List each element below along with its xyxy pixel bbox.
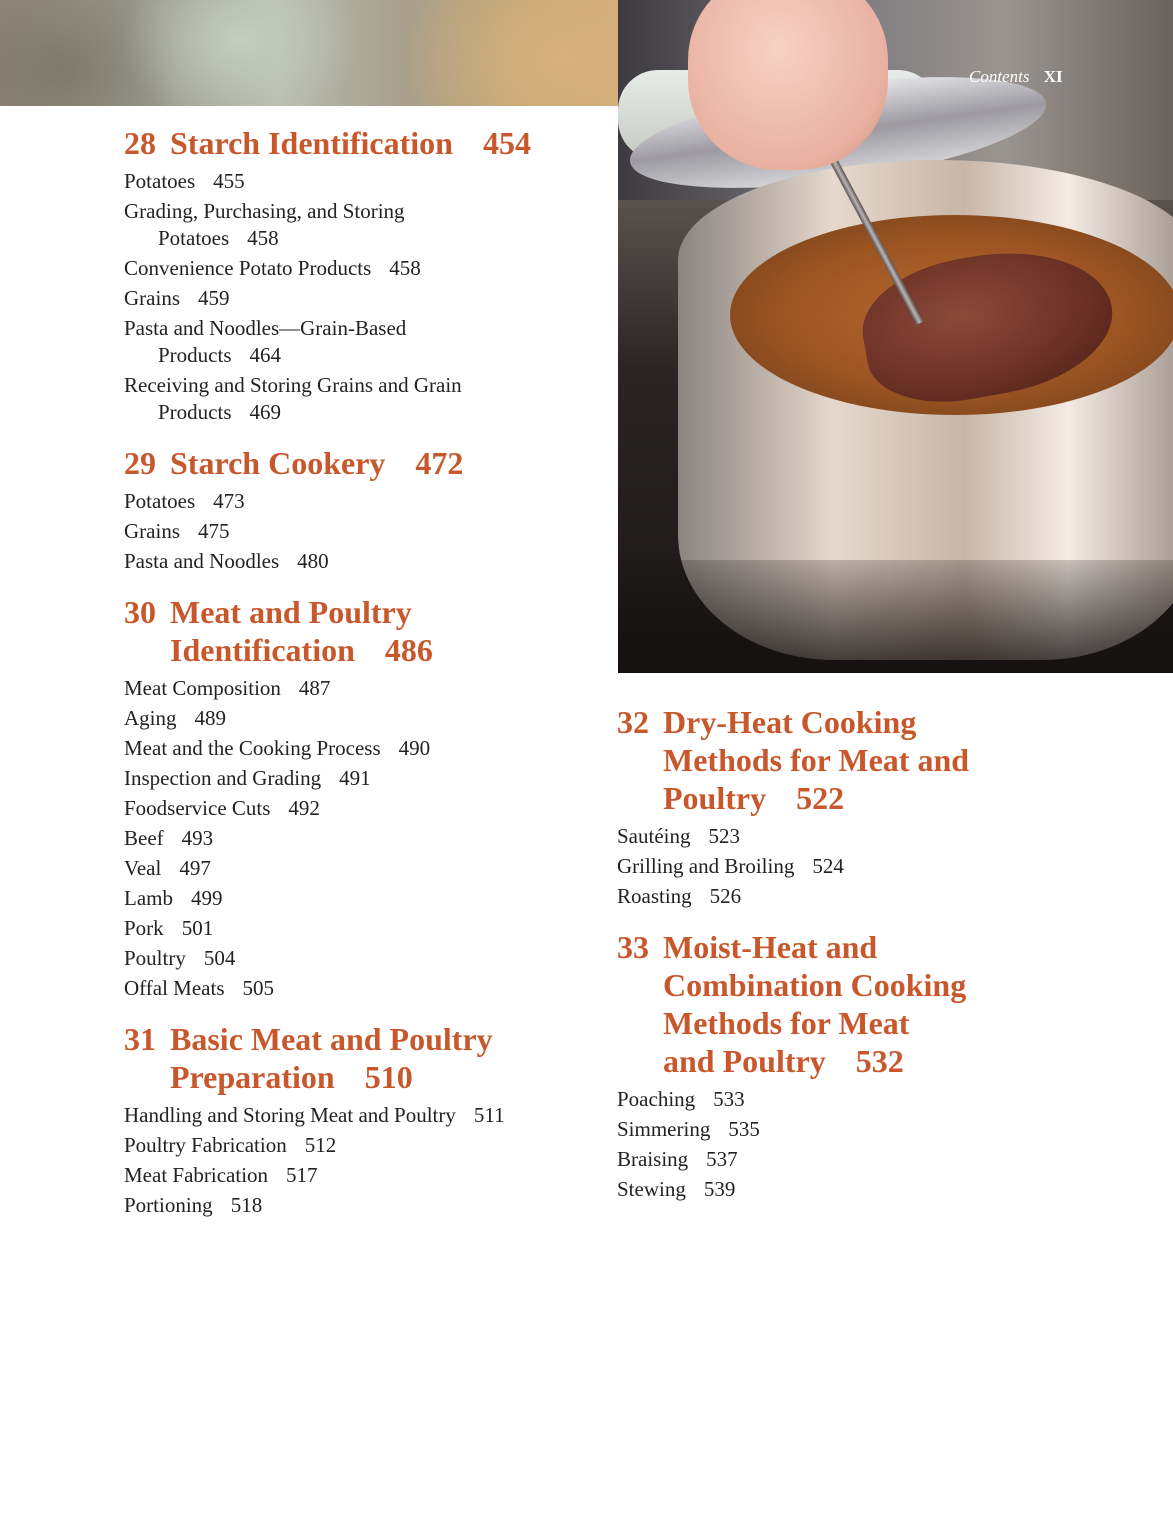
- chapter-heading[interactable]: [124, 124, 604, 162]
- toc-entry-page: 539: [703, 1177, 736, 1201]
- chapter-heading[interactable]: [124, 1020, 604, 1096]
- chapter-heading[interactable]: [124, 444, 604, 482]
- toc-entry-page: 497: [179, 856, 211, 880]
- running-head: [969, 67, 1063, 87]
- toc-entry-page: 459: [198, 286, 230, 310]
- toc-entry-page: 505: [242, 976, 274, 1000]
- toc-chapter-28: [124, 124, 604, 426]
- toc-entry-page: 517: [286, 1163, 318, 1187]
- chapter-page-number: 510: [364, 1059, 413, 1095]
- toc-entry-page: 523: [708, 824, 740, 848]
- toc-entry-title: Foodservice Cuts: [124, 796, 271, 820]
- toc-entry-title: Braising: [617, 1147, 689, 1171]
- toc-entry[interactable]: [617, 883, 1097, 910]
- chapter-page-number: 454: [482, 125, 531, 161]
- toc-entry[interactable]: [124, 372, 604, 426]
- running-head-label: Contents: [969, 67, 1030, 86]
- chapter-title-line: Starch Cookery: [170, 445, 386, 481]
- toc-entry[interactable]: [124, 675, 604, 702]
- chapter-heading[interactable]: [617, 703, 1097, 817]
- toc-entry[interactable]: [124, 1102, 604, 1129]
- toc-entry-title: Inspection and Grading: [124, 766, 322, 790]
- toc-entry[interactable]: [124, 548, 604, 575]
- chapter-title-line: Starch Identification: [170, 125, 453, 161]
- toc-entry-title: Grains: [124, 519, 180, 543]
- toc-entry-title: Beef: [124, 826, 164, 850]
- toc-entry[interactable]: [124, 885, 604, 912]
- toc-entry[interactable]: [617, 853, 1097, 880]
- toc-entry-title: Grading, Purchasing, and Storing: [124, 199, 405, 223]
- toc-entry[interactable]: [124, 315, 604, 369]
- chapter-title-line: Preparation: [170, 1059, 335, 1095]
- toc-entry-page: 512: [304, 1133, 337, 1157]
- toc-entry-page: 499: [190, 886, 223, 910]
- toc-entry-page: 490: [398, 736, 431, 760]
- chapter-title-text: [170, 593, 604, 669]
- chapter-title-text: [663, 928, 1097, 1080]
- toc-entry-title: Grilling and Broiling: [617, 854, 795, 878]
- toc-entry-title: Meat Fabrication: [124, 1163, 269, 1187]
- chapter-title-line: and Poultry: [663, 1043, 826, 1079]
- chapter-title-text: [170, 124, 604, 162]
- toc-column-right: [617, 703, 1097, 1206]
- toc-entry-title: Veal: [124, 856, 162, 880]
- toc-entry-title: Potatoes: [158, 226, 230, 250]
- toc-entry[interactable]: [124, 168, 604, 195]
- toc-entry[interactable]: [617, 823, 1097, 850]
- toc-entry-page: 511: [473, 1103, 505, 1127]
- toc-entry-page: 473: [213, 489, 245, 513]
- toc-entry-page: 504: [203, 946, 236, 970]
- toc-entry-page: 493: [181, 826, 214, 850]
- toc-entry[interactable]: [124, 915, 604, 942]
- toc-entry-title: Products: [158, 400, 232, 424]
- toc-entry[interactable]: [617, 1146, 1097, 1173]
- chapter-number: 33: [617, 929, 649, 965]
- toc-entry-title: Receiving and Storing Grains and Grain: [124, 373, 462, 397]
- toc-entry-page: 491: [339, 766, 371, 790]
- toc-entry[interactable]: [124, 795, 604, 822]
- toc-entry[interactable]: [124, 518, 604, 545]
- toc-entry-title: Potatoes: [124, 489, 196, 513]
- toc-entry-title: Convenience Potato Products: [124, 256, 372, 280]
- toc-entry-title: Offal Meats: [124, 976, 225, 1000]
- chapter-title-line: Meat and Poultry: [170, 594, 412, 630]
- toc-entry-title: Pasta and Noodles—Grain-Based: [124, 316, 407, 340]
- toc-entry-page: 501: [181, 916, 214, 940]
- chapter-title-text: [170, 1020, 604, 1096]
- chapter-title-line: Moist-Heat and: [663, 929, 878, 965]
- toc-entry-page: 492: [288, 796, 320, 820]
- toc-chapter-29: [124, 444, 604, 575]
- chapter-heading[interactable]: [124, 593, 604, 669]
- chapter-title-line: Dry-Heat Cooking: [663, 704, 917, 740]
- chapter-page-number: 522: [796, 780, 845, 816]
- chapter-number: 28: [124, 125, 156, 161]
- chapter-title-line: Poultry: [663, 780, 767, 816]
- toc-entry-title: Lamb: [124, 886, 173, 910]
- toc-column-left: [124, 124, 604, 1222]
- toc-entry-title: Pork: [124, 916, 164, 940]
- toc-entry-page: 458: [247, 226, 279, 250]
- toc-entry-title: Aging: [124, 706, 177, 730]
- toc-entry-page: 533: [713, 1087, 745, 1111]
- toc-entry-title: Roasting: [617, 884, 692, 908]
- toc-entry-page: 489: [194, 706, 226, 730]
- chapter-page-number: 486: [384, 632, 433, 668]
- toc-entry-title: Portioning: [124, 1193, 213, 1217]
- toc-entry-page: 464: [249, 343, 281, 367]
- toc-entry-title: Simmering: [617, 1117, 711, 1141]
- toc-entry-list: [124, 168, 604, 426]
- toc-entry[interactable]: [124, 825, 604, 852]
- chapter-page-number: 472: [415, 445, 464, 481]
- toc-entry[interactable]: [124, 975, 604, 1002]
- toc-entry-title: Grains: [124, 286, 180, 310]
- toc-entry[interactable]: [124, 705, 604, 732]
- toc-entry-list: [124, 675, 604, 1002]
- toc-entry-title: Pasta and Noodles: [124, 549, 280, 573]
- toc-entry-title: Potatoes: [124, 169, 196, 193]
- chapter-title-text: [170, 444, 604, 482]
- chapter-number: 30: [124, 594, 156, 630]
- top-banner-image: [0, 0, 618, 106]
- toc-entry-page: 524: [812, 854, 844, 878]
- toc-entry-list: [124, 1102, 604, 1219]
- toc-entry-title: Products: [158, 343, 232, 367]
- toc-entry-title: Poultry Fabrication: [124, 1133, 287, 1157]
- toc-entry-title: Poaching: [617, 1087, 696, 1111]
- toc-chapter-33: [617, 928, 1097, 1203]
- toc-entry-page: 458: [389, 256, 421, 280]
- chapter-title-text: [663, 703, 1097, 817]
- toc-entry-page: 487: [298, 676, 331, 700]
- toc-entry-list: [617, 1086, 1097, 1203]
- chapter-title-line: Basic Meat and Poultry: [170, 1021, 493, 1057]
- toc-entry-title: Sautéing: [617, 824, 691, 848]
- page-number: XI: [1043, 67, 1063, 86]
- toc-entry-title: Meat Composition: [124, 676, 281, 700]
- toc-chapter-31: [124, 1020, 604, 1219]
- toc-entry-page: 455: [213, 169, 245, 193]
- toc-entry[interactable]: [124, 945, 604, 972]
- toc-entry-page: 537: [706, 1147, 738, 1171]
- toc-entry[interactable]: [124, 855, 604, 882]
- toc-entry-title: Handling and Storing Meat and Poultry: [124, 1103, 456, 1127]
- chapter-title-line: Combination Cooking: [663, 967, 967, 1003]
- toc-chapter-32: [617, 703, 1097, 910]
- chapter-page-number: 532: [855, 1043, 904, 1079]
- toc-entry[interactable]: [124, 1162, 604, 1189]
- toc-entry[interactable]: [124, 1132, 604, 1159]
- toc-entry[interactable]: [124, 735, 604, 762]
- toc-entry[interactable]: [124, 488, 604, 515]
- toc-entry-list: [617, 823, 1097, 910]
- toc-entry[interactable]: [124, 255, 604, 282]
- chapter-number: 32: [617, 704, 649, 740]
- photo-hand: [688, 0, 888, 170]
- photo-stove-grate: [618, 560, 1173, 673]
- chapter-number: 31: [124, 1021, 156, 1057]
- toc-entry-page: 480: [297, 549, 329, 573]
- toc-entry[interactable]: [124, 198, 604, 252]
- toc-entry[interactable]: [124, 285, 604, 312]
- toc-entry-page: 526: [709, 884, 742, 908]
- toc-entry-title: Poultry: [124, 946, 186, 970]
- toc-entry[interactable]: [124, 765, 604, 792]
- toc-entry-title: Stewing: [617, 1177, 686, 1201]
- chapter-title-line: Methods for Meat and: [663, 742, 970, 778]
- pot-roast-photo: [618, 0, 1173, 673]
- chapter-title-line: Identification: [170, 632, 355, 668]
- toc-entry[interactable]: [617, 1176, 1097, 1203]
- toc-entry-title: Meat and the Cooking Process: [124, 736, 381, 760]
- toc-entry-page: 469: [249, 400, 281, 424]
- toc-entry[interactable]: [617, 1116, 1097, 1143]
- chapter-heading[interactable]: [617, 928, 1097, 1080]
- chapter-title-line: Methods for Meat: [663, 1005, 910, 1041]
- toc-chapter-30: [124, 593, 604, 1002]
- toc-entry-page: 535: [728, 1117, 760, 1141]
- toc-entry-page: 475: [198, 519, 230, 543]
- toc-entry[interactable]: [617, 1086, 1097, 1113]
- toc-entry-list: [124, 488, 604, 575]
- chapter-number: 29: [124, 445, 156, 481]
- toc-entry-page: 518: [230, 1193, 263, 1217]
- toc-entry[interactable]: [124, 1192, 604, 1219]
